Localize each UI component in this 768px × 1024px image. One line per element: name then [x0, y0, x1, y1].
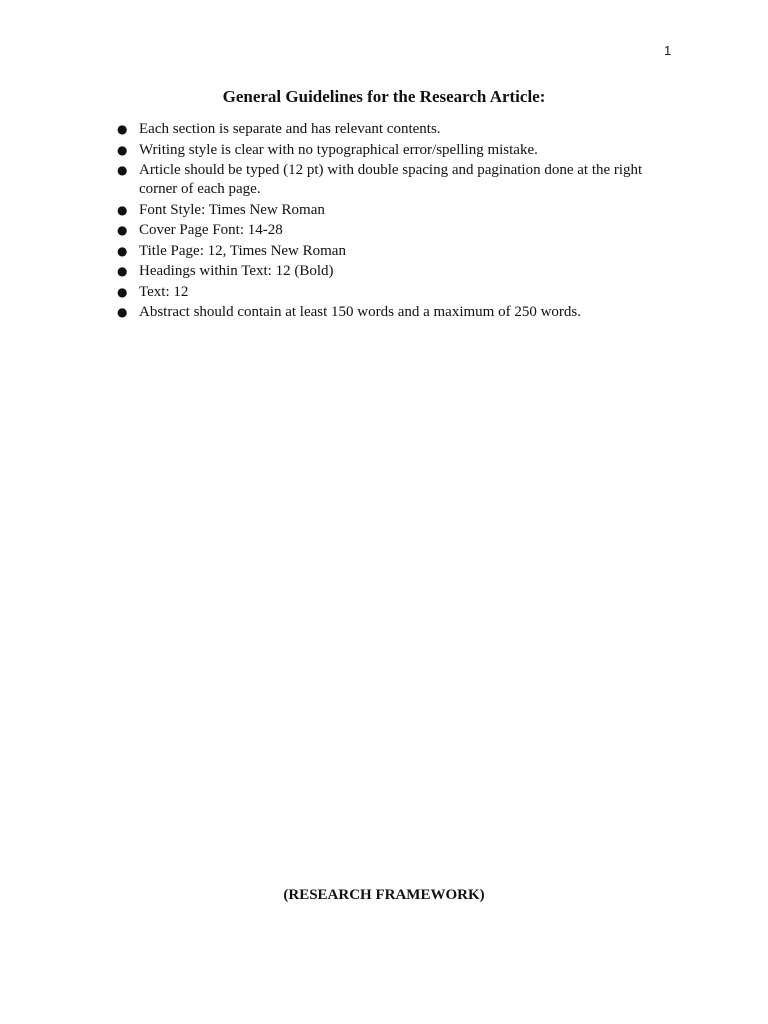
- list-item-text: Text: 12: [139, 283, 189, 300]
- list-item: [112, 283, 672, 302]
- list-item: [112, 141, 672, 160]
- list-item: [112, 262, 672, 281]
- bullet-icon: ●: [117, 142, 128, 157]
- bullet-icon: ●: [117, 305, 128, 319]
- list-item: [112, 120, 672, 139]
- page-title: General Guidelines for the Research Article:: [222, 87, 546, 106]
- list-item-text: Font Style: Times New Roman: [139, 201, 325, 218]
- list-item-text: Article should be typed (12 pt) with double spacing and pagination done at the right corner of each page.: [139, 162, 643, 197]
- bullet-icon: ●: [117, 284, 128, 299]
- bullet-icon: ●: [117, 202, 128, 217]
- section-label: (RESEARCH FRAMEWORK): [283, 887, 485, 903]
- list-item-text: Headings within Text: 12 (Bold): [139, 263, 334, 279]
- list-item: [112, 201, 672, 220]
- list-item: [112, 303, 672, 322]
- bullet-icon: ●: [117, 264, 128, 278]
- list-item: [112, 161, 672, 199]
- list-item-text: Cover Page Font: 14-28: [139, 222, 283, 238]
- list-item-text: Abstract should contain at least 150 words and a maximum of 250 words.: [139, 304, 582, 320]
- page-number: 1: [664, 43, 672, 58]
- bullet-icon: ●: [117, 163, 128, 177]
- list-item-text: Each section is separate and has relevant contents.: [139, 121, 441, 137]
- guidelines-list: [112, 120, 672, 324]
- bullet-icon: ●: [117, 243, 128, 258]
- bullet-icon: ●: [117, 223, 128, 237]
- bullet-icon: ●: [117, 122, 128, 136]
- list-item: [112, 221, 672, 240]
- list-item-text: Title Page: 12, Times New Roman: [139, 242, 346, 259]
- list-item-text: Writing style is clear with no typographical error/spelling mistake.: [139, 141, 538, 158]
- list-item: [112, 242, 672, 261]
